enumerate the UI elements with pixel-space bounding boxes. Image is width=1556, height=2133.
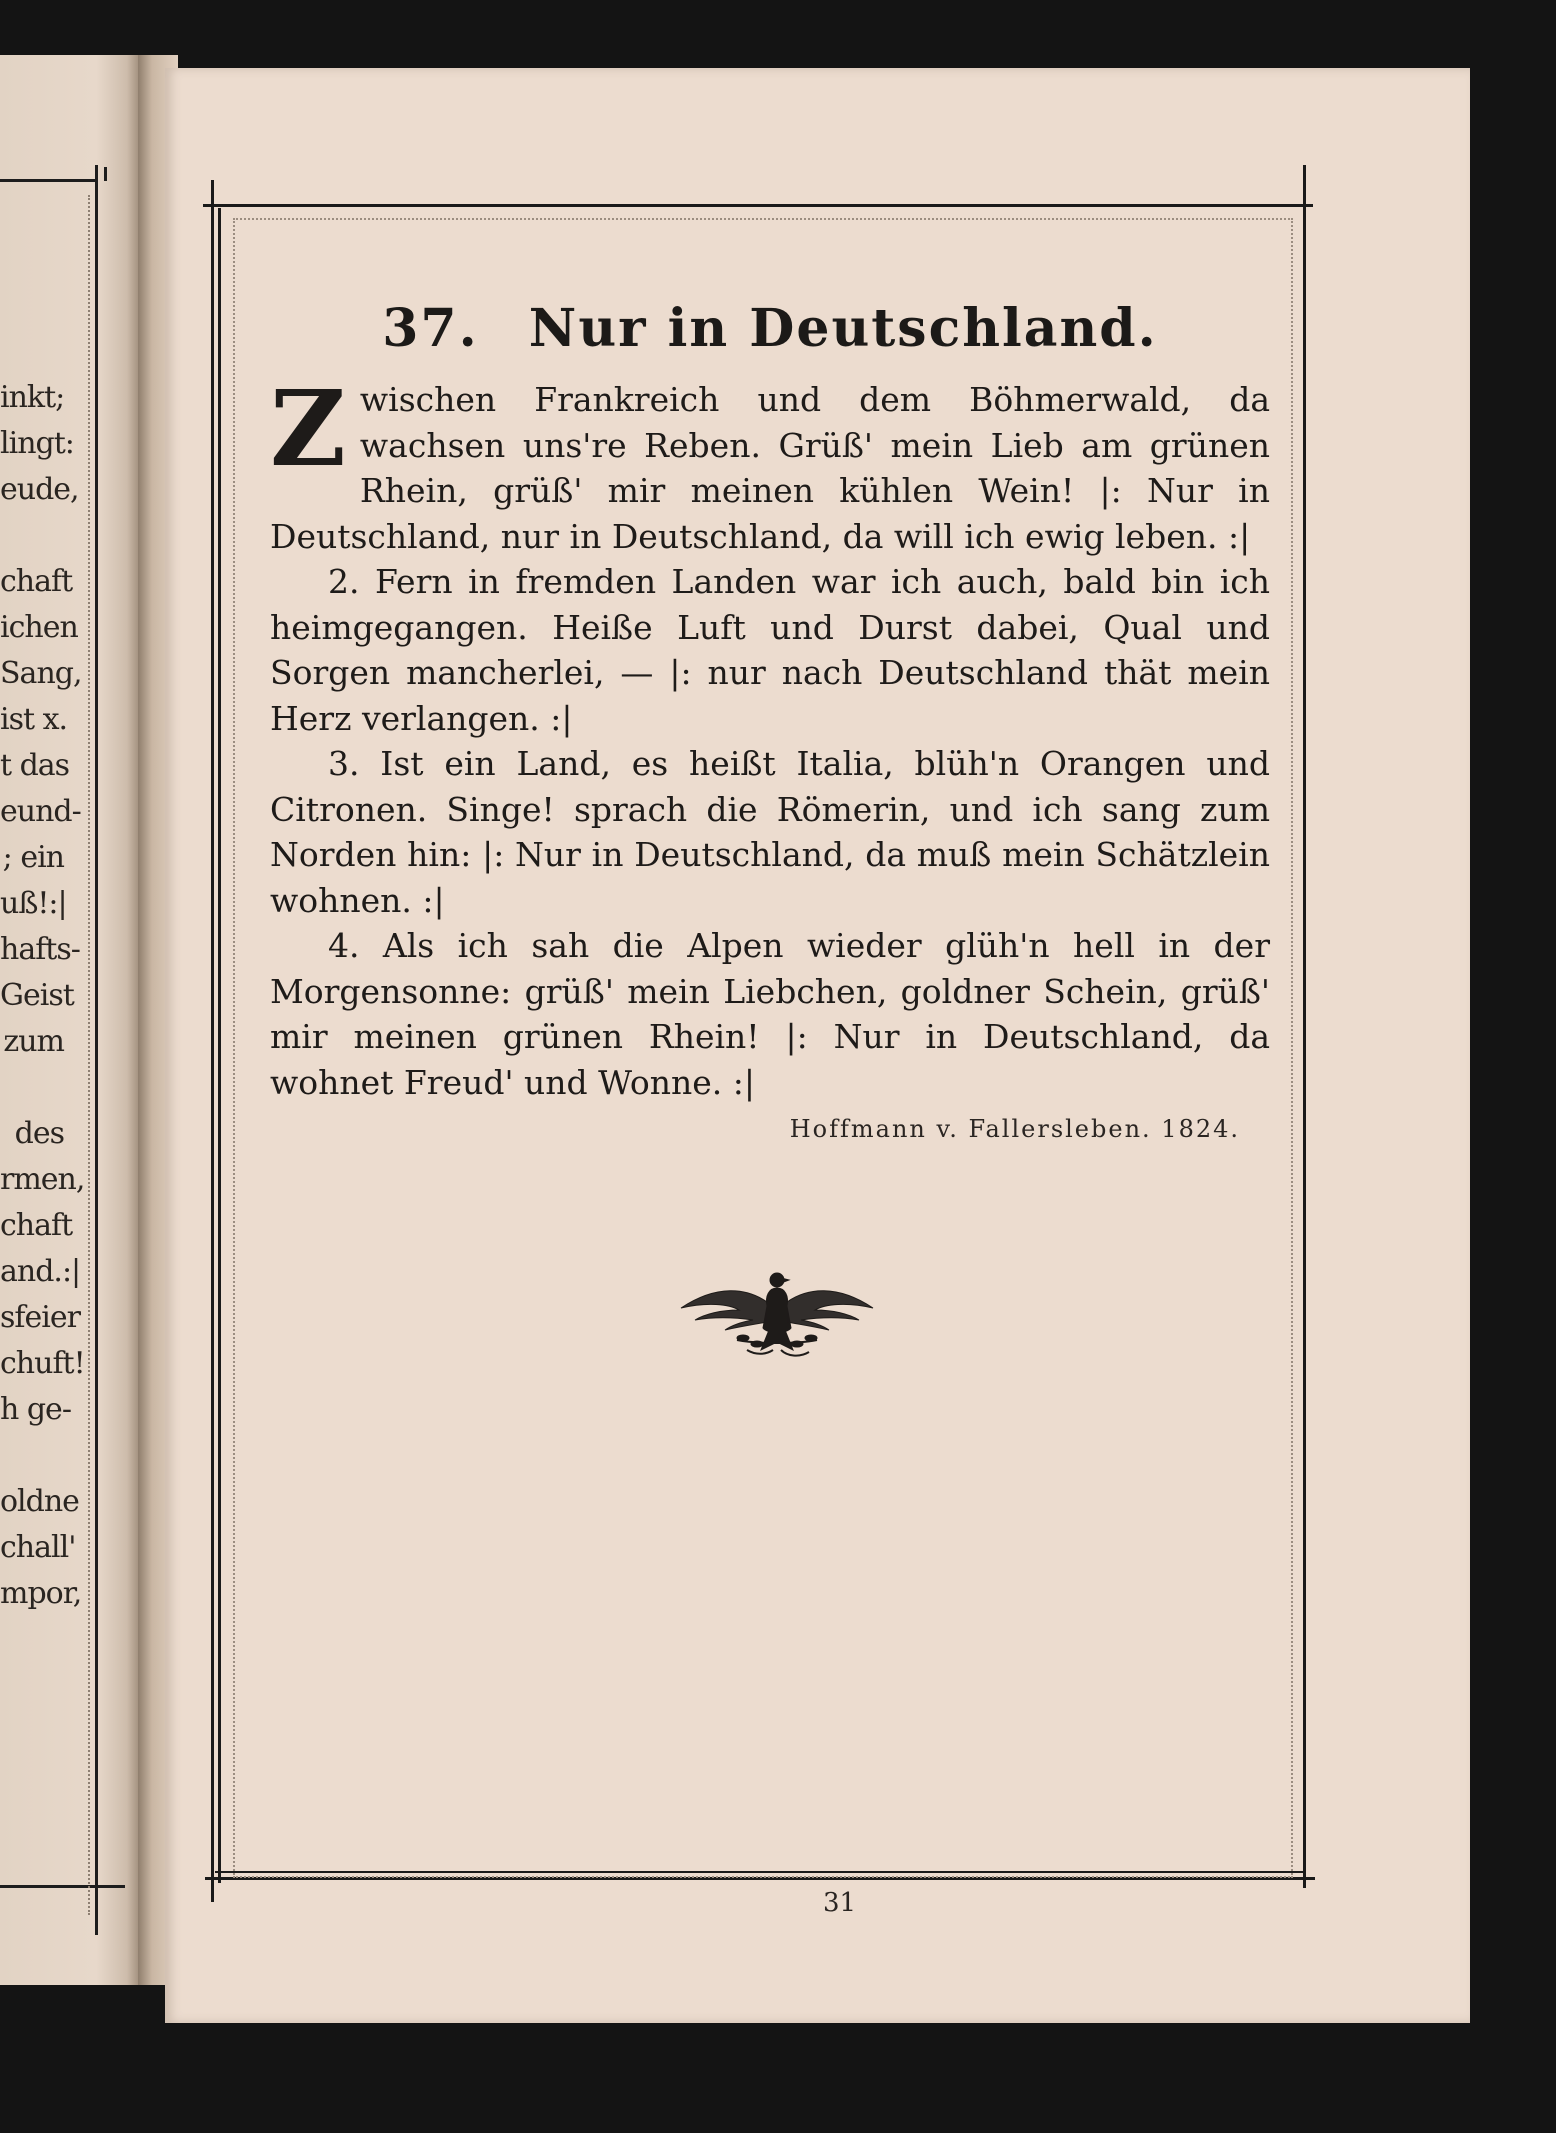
book-page xyxy=(165,68,1470,2023)
left-line: oldne xyxy=(0,1484,79,1519)
page-number: 31 xyxy=(822,1888,857,1918)
stanza-2: 2. Fern in fremden Landen war ich auch, bald bin ich heimgegangen. Heiße Luft und Durst dabei, Qual und Sorgen mancherlei, — |: nur nach Deutschland thät mein Herz verlangen. :| xyxy=(270,562,1270,738)
song-number: 37. xyxy=(382,298,479,359)
left-line: mpor, xyxy=(0,1576,82,1611)
song-content xyxy=(270,298,1270,1143)
frame-right-rule xyxy=(1303,165,1306,1888)
stanza-3: 3. Ist ein Land, es heißt Italia, blüh'n Orangen und Citronen. Singe! sprach die Römerin, und ich sang zum Norden hin: |: Nur in Deutschland, da muß mein Schätzlein wohnen. :| xyxy=(270,744,1270,920)
left-dotted-border xyxy=(88,195,90,1915)
left-line: sfeier xyxy=(0,1300,80,1335)
left-line: ichen xyxy=(0,610,78,645)
frame-left-rule xyxy=(211,180,214,1902)
left-line: Sang, xyxy=(0,656,82,691)
left-frame-tick xyxy=(104,167,107,181)
left-frame-right-rule xyxy=(95,165,98,1935)
left-line: t das xyxy=(0,748,70,783)
left-line: zum xyxy=(3,1024,64,1059)
left-line: Geist xyxy=(0,978,74,1013)
left-line: inkt; xyxy=(0,380,65,415)
song-title xyxy=(270,298,1270,359)
left-line: h ge- xyxy=(0,1392,71,1427)
left-line: chaft xyxy=(0,1208,73,1243)
stanza-1 xyxy=(270,367,1270,559)
stanza-4: 4. Als ich sah die Alpen wieder glüh'n hell in der Morgensonne: grüß' mein Liebchen, goldner Schein, grüß' mir meinen grünen Rhein! |: Nur in Deutschland, da wohnet Freud' und Wonne. :| xyxy=(270,926,1270,1102)
left-frame-bottom-rule xyxy=(0,1885,125,1888)
left-line: and.:| xyxy=(0,1254,81,1289)
eagle-icon xyxy=(677,1258,877,1368)
left-line: lingt: xyxy=(0,426,74,461)
left-line: uß!:| xyxy=(0,886,67,921)
left-line: des xyxy=(14,1116,64,1151)
poem xyxy=(270,367,1270,1105)
left-line: chall' xyxy=(0,1530,76,1565)
left-page xyxy=(0,55,138,1985)
song-title-text: Nur in Deutschland. xyxy=(528,298,1158,359)
drop-cap: Z xyxy=(270,367,346,490)
left-line: rmen, xyxy=(0,1162,85,1197)
left-frame-top-rule xyxy=(0,179,98,182)
frame-top-rule xyxy=(203,204,1313,207)
left-line: eude, xyxy=(0,472,79,507)
frame-inner-left-rule xyxy=(218,208,221,1883)
stanza-text: wischen Frankreich und dem Böhmerwald, da wachsen uns're Reben. Grüß' mein Lieb am grünen Rhein, grüß' mir meinen kühlen Wein! |: Nur in Deutschland, nur in Deutschland, da will ich ewig leben. :| xyxy=(270,380,1270,556)
left-line: ; ein xyxy=(2,840,64,875)
author-credit: Hoffmann v. Fallersleben. 1824. xyxy=(789,1115,1240,1143)
left-line: chuft! xyxy=(0,1346,85,1381)
left-line: eund- xyxy=(0,794,81,829)
left-line: chaft xyxy=(0,564,73,599)
left-line: ist x. xyxy=(0,702,68,737)
left-line: hafts- xyxy=(0,932,80,967)
